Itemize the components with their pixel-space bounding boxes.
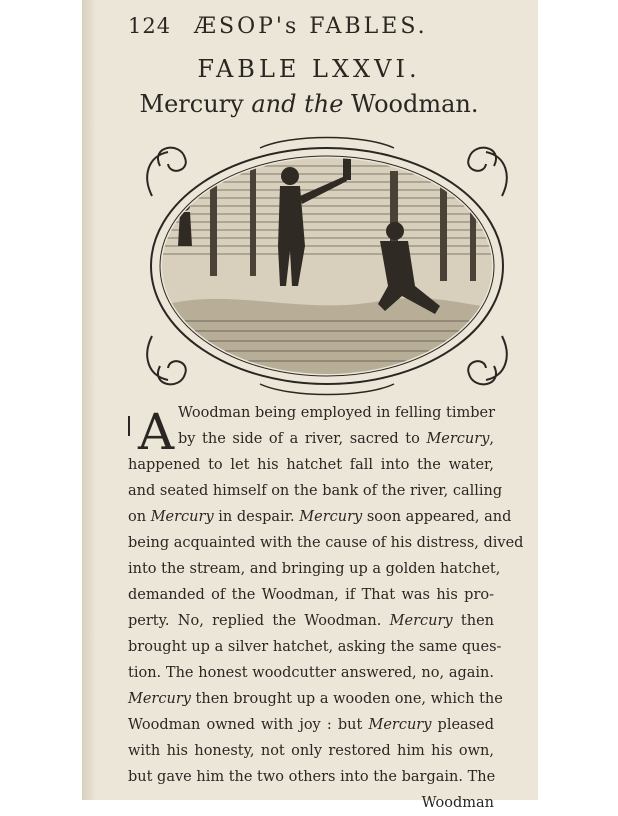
text-line: perty. No, replied the Woodman. Mercury then [128,613,494,629]
page-gutter-shadow [82,0,96,800]
text-line: happened to let his hatchet fall into the water, [128,457,494,473]
fable-title [0,90,618,118]
woodcut-engraving-icon [140,136,514,396]
page-number: 124 [128,14,172,38]
text-line: by the side of a river, sacred to Mercury, [178,431,494,447]
text-line: Mercury then brought up a wooden one, which the [128,691,503,707]
text-line: Woodman being employed in felling timber [178,405,496,421]
running-head [128,14,438,42]
fable-title-object: Woodman. [351,90,479,118]
fable-title-connector: and the [251,90,344,118]
text-line: with his honesty, not only restored him his own, [128,743,494,759]
fable-number: FABLE LXXVI. [197,55,421,83]
text-line: being acquainted with the cause of his distress, dived [128,535,524,551]
text-line: and seated himself on the bank of the river, calling [128,483,503,499]
text-line: Woodman owned with joy : but Mercury pleased [128,717,494,733]
text-line: on Mercury in despair. Mercury soon appeared, and [128,509,512,525]
text-line: tion. The honest woodcutter answered, no, again. [128,665,494,681]
fable-title-subject: Mercury [139,90,244,118]
drop-cap-bracket [128,416,130,436]
text-line: brought up a silver hatchet, asking the same ques- [128,639,502,655]
text-line: but gave him the two others into the bargain. The [128,769,496,785]
text-line: into the stream, and bringing up a golden hatchet, [128,561,501,577]
catchword: Woodman [421,795,494,811]
drop-cap: A [138,403,175,461]
text-line: demanded of the Woodman, if That was his pro- [128,587,494,603]
running-title: ÆSOP's FABLES. [194,14,428,39]
